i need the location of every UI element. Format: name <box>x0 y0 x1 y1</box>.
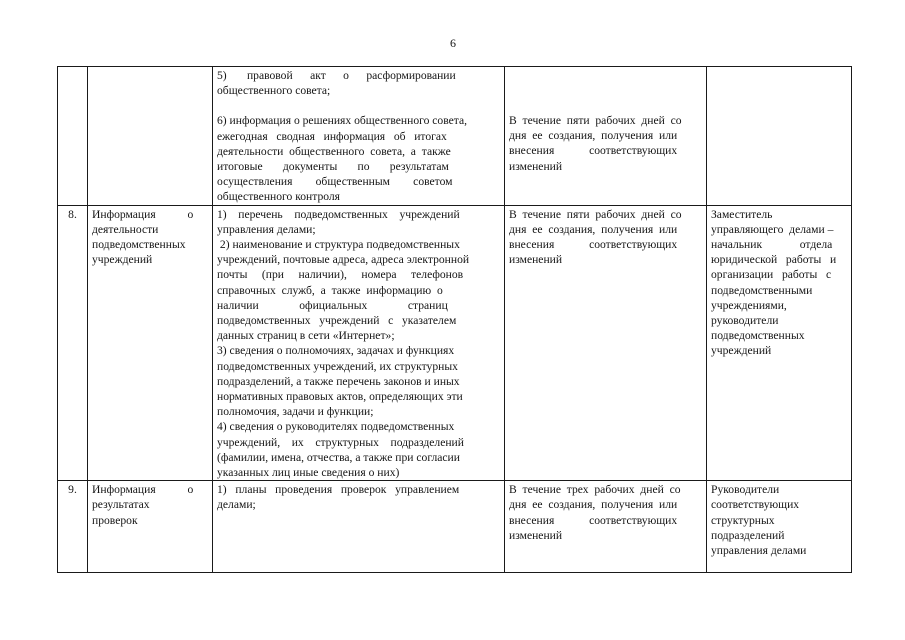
requirements-table <box>57 66 852 573</box>
responsible-text: Заместитель управляющего делами – начальник отдела юридической работы и организации работы с подведомственными учреждениями, руководители подведомственных учреждений <box>711 207 837 358</box>
table-row <box>58 205 852 481</box>
info-title-cell <box>88 67 213 206</box>
deadline-paragraph: В течение пяти рабочих дней со дня ее создания, получения или внесения соответствующих изменений <box>509 207 682 267</box>
content-paragraph: 1) планы проведения проверок управлением делами; <box>217 483 460 512</box>
row-number-cell <box>58 67 88 206</box>
content-paragraph: 1) перечень подведомственных учреждений управления делами; 2) наименование и структура подведомственных учреждений, почтовые адреса, адреса электронной почты (при наличии), номера телефонов справочных служб, а также информацию о наличии официальных страниц подведомственных учреждений с указателем данных страниц в сети «Интернет»; 3) сведения о полномочиях, задачах и функциях подведомственных учреждений, их структурных подразделений, а также перечень законов и иных нормативных правовых актов, определяющих эти полномочия, задачи и функции; 4) сведения о руководителях подведомственных учреждений, их структурных подразделений (фамилии, имена, отчества, а также при согласии указанных лиц иные сведения о них) <box>217 207 470 480</box>
info-title-cell <box>88 205 213 481</box>
row-number-cell: 9. <box>58 481 88 573</box>
responsible-cell <box>707 67 852 206</box>
info-title-cell <box>88 481 213 573</box>
deadline-cell <box>505 67 707 206</box>
table-body <box>58 67 852 573</box>
deadline-paragraph: В течение пяти рабочих дней со дня ее создания, получения или внесения соответствующих изменений <box>509 114 682 173</box>
responsible-text: Руководители соответствующих структурных подразделений управления делами <box>711 483 807 558</box>
content-cell <box>213 67 505 206</box>
table-row <box>58 481 852 573</box>
deadline-cell <box>505 205 707 481</box>
info-title: Информация о результатах проверок <box>92 483 194 527</box>
table-row <box>58 67 852 206</box>
content-cell <box>213 481 505 573</box>
info-title: Информация о деятельности подведомственных учреждений <box>92 207 194 267</box>
content-paragraph: 5) правовой акт о расформировании общественного совета; <box>217 69 456 98</box>
responsible-cell <box>707 205 852 481</box>
page-number: 6 <box>450 36 456 50</box>
content-paragraph: 6) информация о решениях общественного совета, ежегодная сводная информация об итогах деятельности общественного совета, а также итоговые документы по результатам осуществления общественным советом общественного контроля <box>217 114 468 204</box>
row-number-cell: 8. <box>58 205 88 481</box>
deadline-paragraph: В течение трех рабочих дней со дня ее создания, получения или внесения соответствующих изменений <box>509 483 681 542</box>
responsible-cell <box>707 481 852 573</box>
content-cell <box>213 205 505 481</box>
deadline-cell <box>505 481 707 573</box>
